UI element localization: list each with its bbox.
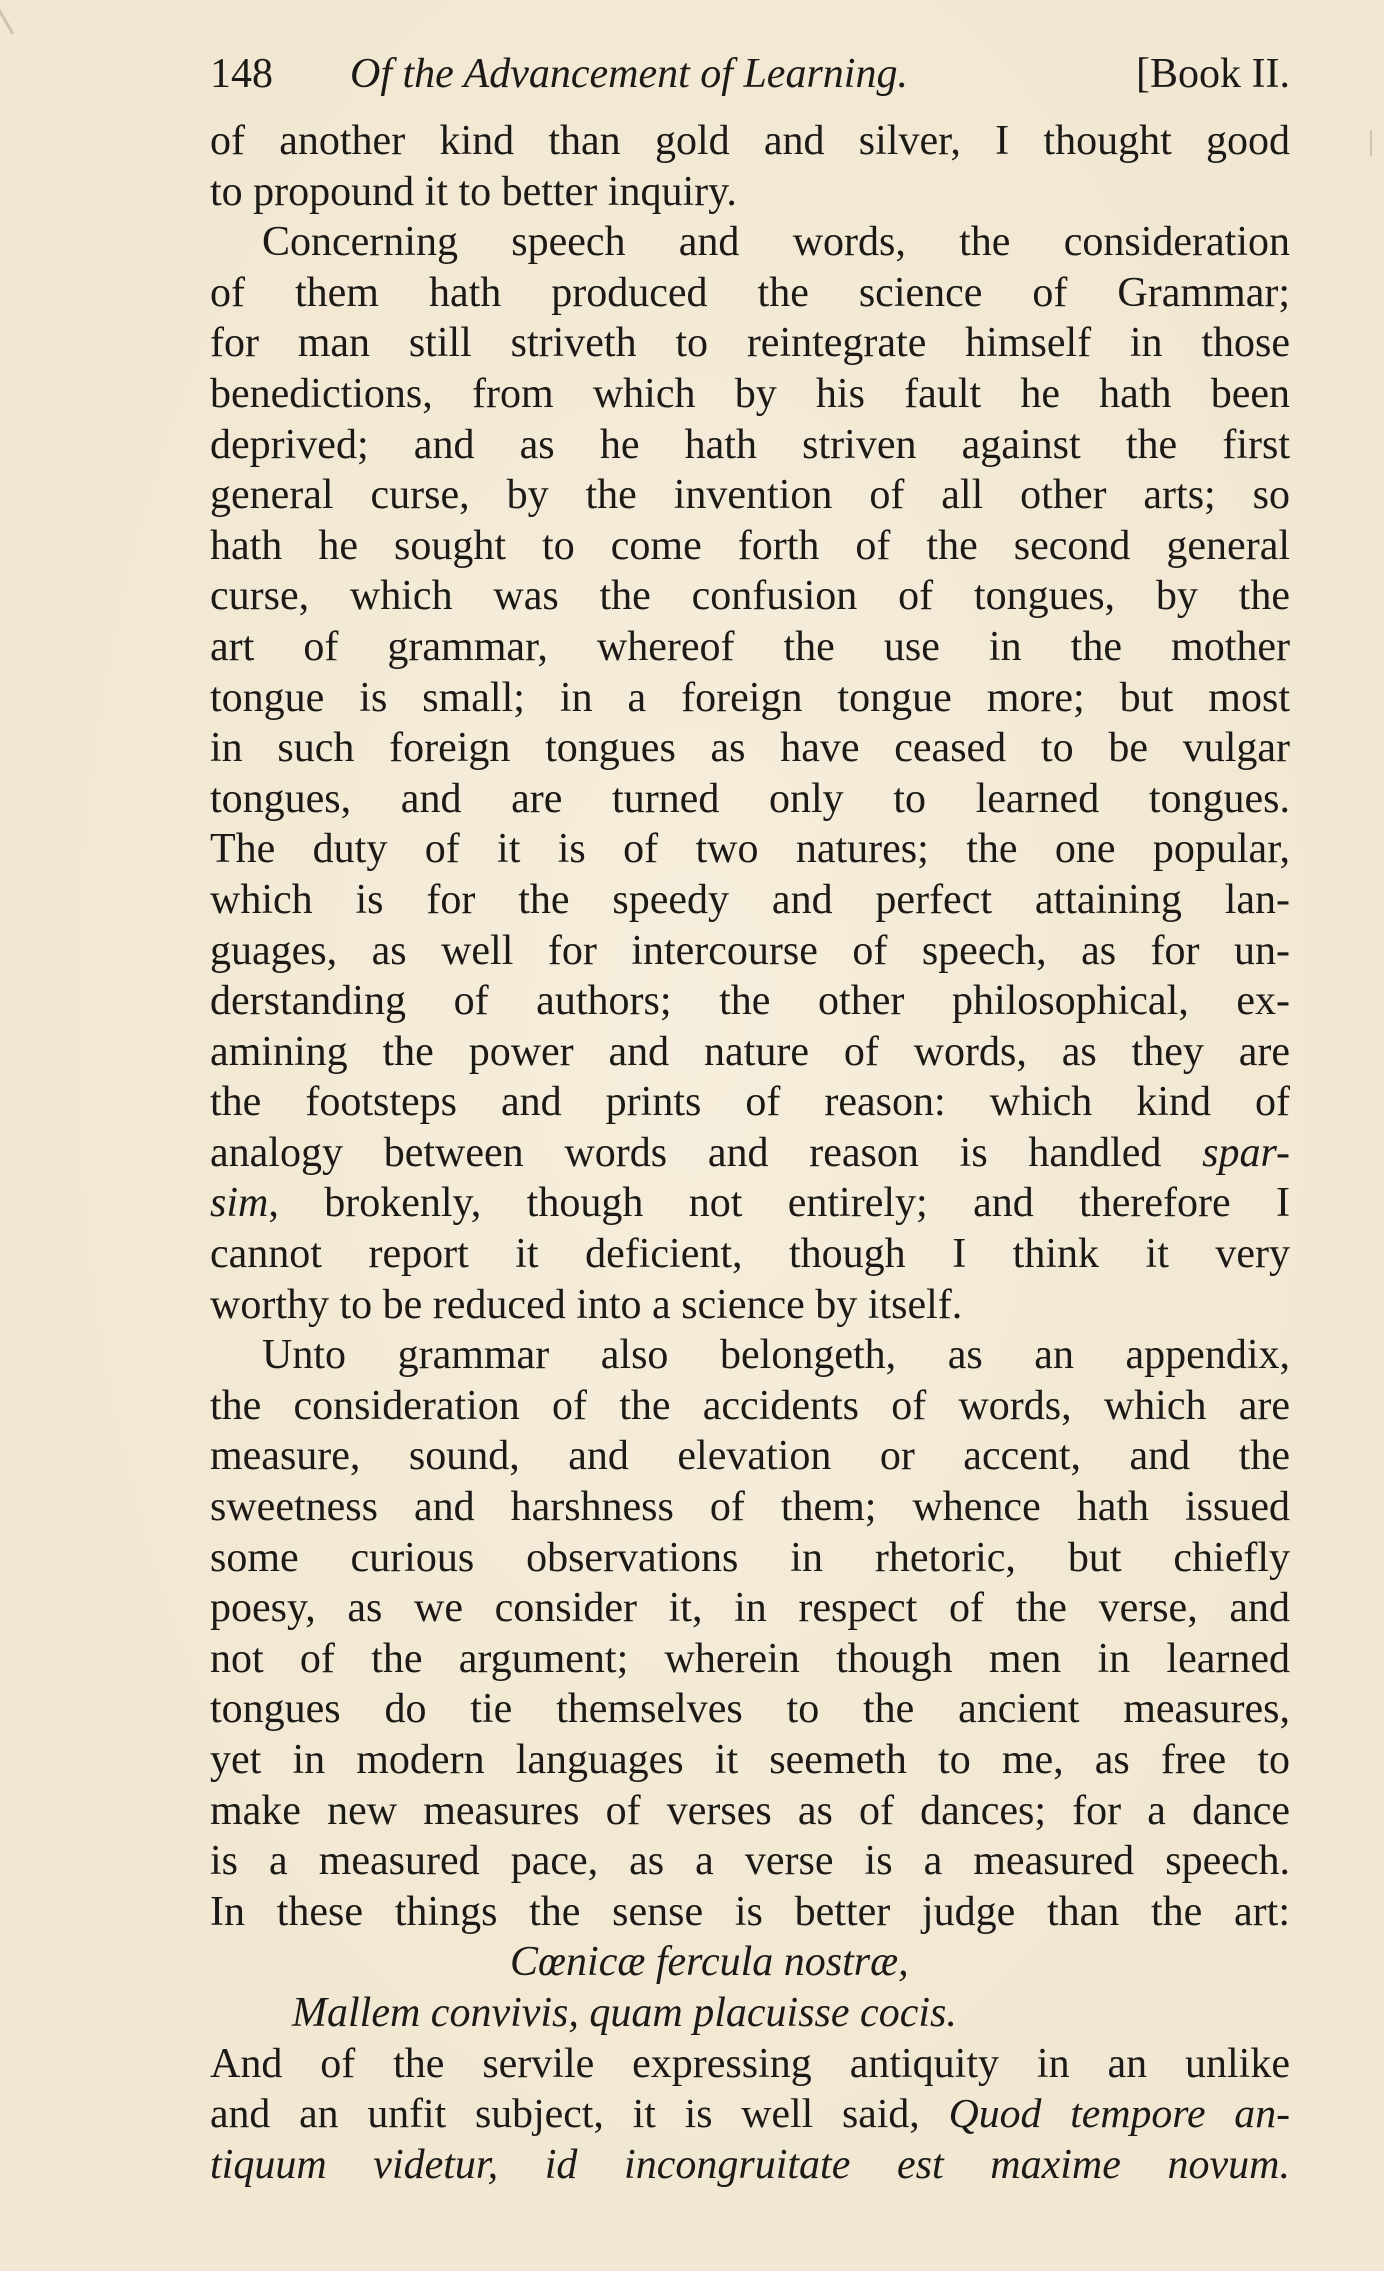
text-line [210, 1533, 1290, 1584]
text-line [210, 723, 1290, 774]
text-span: Unto grammar also belongeth, as an appendix, [262, 1332, 1290, 1379]
text-line [210, 824, 1290, 875]
page-margin-mark [0, 7, 14, 34]
page-edge-mark [1370, 130, 1372, 156]
text-line [210, 926, 1290, 977]
running-title: Of the Advancement of Learning. [350, 51, 908, 97]
text-span: of them hath produced the science of Grammar; [210, 269, 1290, 316]
text-span: In these things the sense is better judge than the art: [210, 1888, 1290, 1935]
text-line [210, 1735, 1290, 1786]
text-span: benedictions, from which by his fault he hath been [210, 370, 1290, 417]
text-span: tongues do tie themselves to the ancient measures, [210, 1686, 1290, 1733]
text-line [210, 268, 1290, 319]
text-line [210, 470, 1290, 521]
text-line [210, 571, 1290, 622]
book-label: [Book II. [1136, 51, 1290, 97]
text-line [210, 673, 1290, 724]
text-span: yet in modern languages it seemeth to me, as free to [210, 1737, 1290, 1783]
text-span: of another kind than gold and silver, I thought good [210, 118, 1290, 164]
text-span: And of the servile expressing antiquity in an unlike [210, 2040, 1290, 2087]
body-text [210, 116, 1290, 2190]
text-line [210, 1431, 1290, 1482]
text-span: worthy to be reduced into a science by itself. [210, 1281, 963, 1328]
text-span: cannot report it deficient, though I think it very [210, 1231, 1290, 1278]
text-span: some curious observations in rhetoric, but chiefly [210, 1534, 1290, 1581]
text-line [210, 622, 1290, 673]
text-line [210, 1178, 1290, 1229]
text-span: tongue is small; in a foreign tongue more; but most [210, 674, 1290, 721]
text-line [210, 1077, 1290, 1128]
text-span: guages, as well for intercourse of speech, as for un- [210, 927, 1290, 974]
italic-text: Quod tempore an- [948, 2091, 1290, 2138]
text-span: general curse, by the invention of all other arts; so [210, 472, 1290, 519]
italic-text: Cœnicæ fercula nostræ, [510, 1939, 909, 1986]
text-span: analogy between words and reason is handled [210, 1129, 1203, 1176]
text-line [210, 1482, 1290, 1533]
text-line [210, 875, 1290, 926]
text-line [210, 1330, 1290, 1381]
text-line [210, 2039, 1290, 2090]
text-line [210, 1786, 1290, 1837]
text-span: Concerning speech and words, the consideration [262, 219, 1290, 266]
text-line [210, 1887, 1290, 1938]
text-span: , brokenly, though not entirely; and therefore I [268, 1180, 1290, 1227]
text-span: derstanding of authors; the other philosophical, ex- [210, 978, 1290, 1025]
text-line [210, 774, 1290, 825]
text-span: in such foreign tongues as have ceased to be vulgar [210, 725, 1290, 772]
text-line [210, 1836, 1290, 1887]
italic-text: spar- [1202, 1129, 1290, 1176]
text-span: to propound it to better inquiry. [210, 168, 737, 215]
italic-text: tiquum videtur, id incongruitate est maxime novum. [210, 2141, 1290, 2188]
text-line [210, 420, 1290, 471]
text-line [210, 2140, 1290, 2191]
text-span: poesy, as we consider it, in respect of the verse, and [210, 1585, 1290, 1632]
text-span: which is for the speedy and perfect attaining lan- [210, 876, 1290, 923]
page-number: 148 [210, 51, 273, 97]
text-span: make new measures of verses as of dances; for a dance [210, 1787, 1290, 1834]
verse-line [210, 1988, 1290, 2039]
text-span: deprived; and as he hath striven against the first [210, 421, 1290, 468]
text-line [210, 1583, 1290, 1634]
text-line [210, 1280, 1290, 1331]
text-line [210, 1027, 1290, 1078]
text-line [210, 1634, 1290, 1685]
text-line [210, 167, 1290, 218]
text-span: The duty of it is of two natures; the one popular, [210, 826, 1290, 873]
text-line [210, 1684, 1290, 1735]
text-line [210, 1381, 1290, 1432]
italic-text: Mallem convivis, quam placuisse cocis. [292, 1989, 957, 2036]
text-line [210, 1128, 1290, 1179]
text-line [210, 2089, 1290, 2140]
text-span: tongues, and are turned only to learned tongues. [210, 775, 1290, 822]
text-line [210, 116, 1290, 167]
text-span: art of grammar, whereof the use in the mother [210, 623, 1290, 670]
text-line [210, 976, 1290, 1027]
text-line [210, 521, 1290, 572]
italic-text: sim [210, 1180, 269, 1227]
text-span: hath he sought to come forth of the second general [210, 522, 1290, 569]
text-span: curse, which was the confusion of tongues, by the [210, 573, 1290, 620]
text-span: and an unfit subject, it is well said, [210, 2091, 949, 2138]
text-span: measure, sound, and elevation or accent, and the [210, 1433, 1290, 1480]
text-line [210, 1229, 1290, 1280]
text-span: sweetness and harshness of them; whence hath issued [210, 1484, 1290, 1531]
text-span: the footsteps and prints of reason: which kind of [210, 1079, 1290, 1126]
text-line [210, 318, 1290, 369]
text-span: is a measured pace, as a verse is a measured speech. [210, 1838, 1290, 1885]
verse-line [210, 1937, 1290, 1988]
text-line [210, 217, 1290, 268]
text-span: amining the power and nature of words, as they are [210, 1028, 1290, 1075]
text-span: not of the argument; wherein though men in learned [210, 1635, 1290, 1682]
text-span: for man still striveth to reintegrate himself in those [210, 320, 1290, 367]
text-line [210, 369, 1290, 420]
running-header [210, 44, 1290, 104]
text-span: the consideration of the accidents of words, which are [210, 1382, 1290, 1429]
